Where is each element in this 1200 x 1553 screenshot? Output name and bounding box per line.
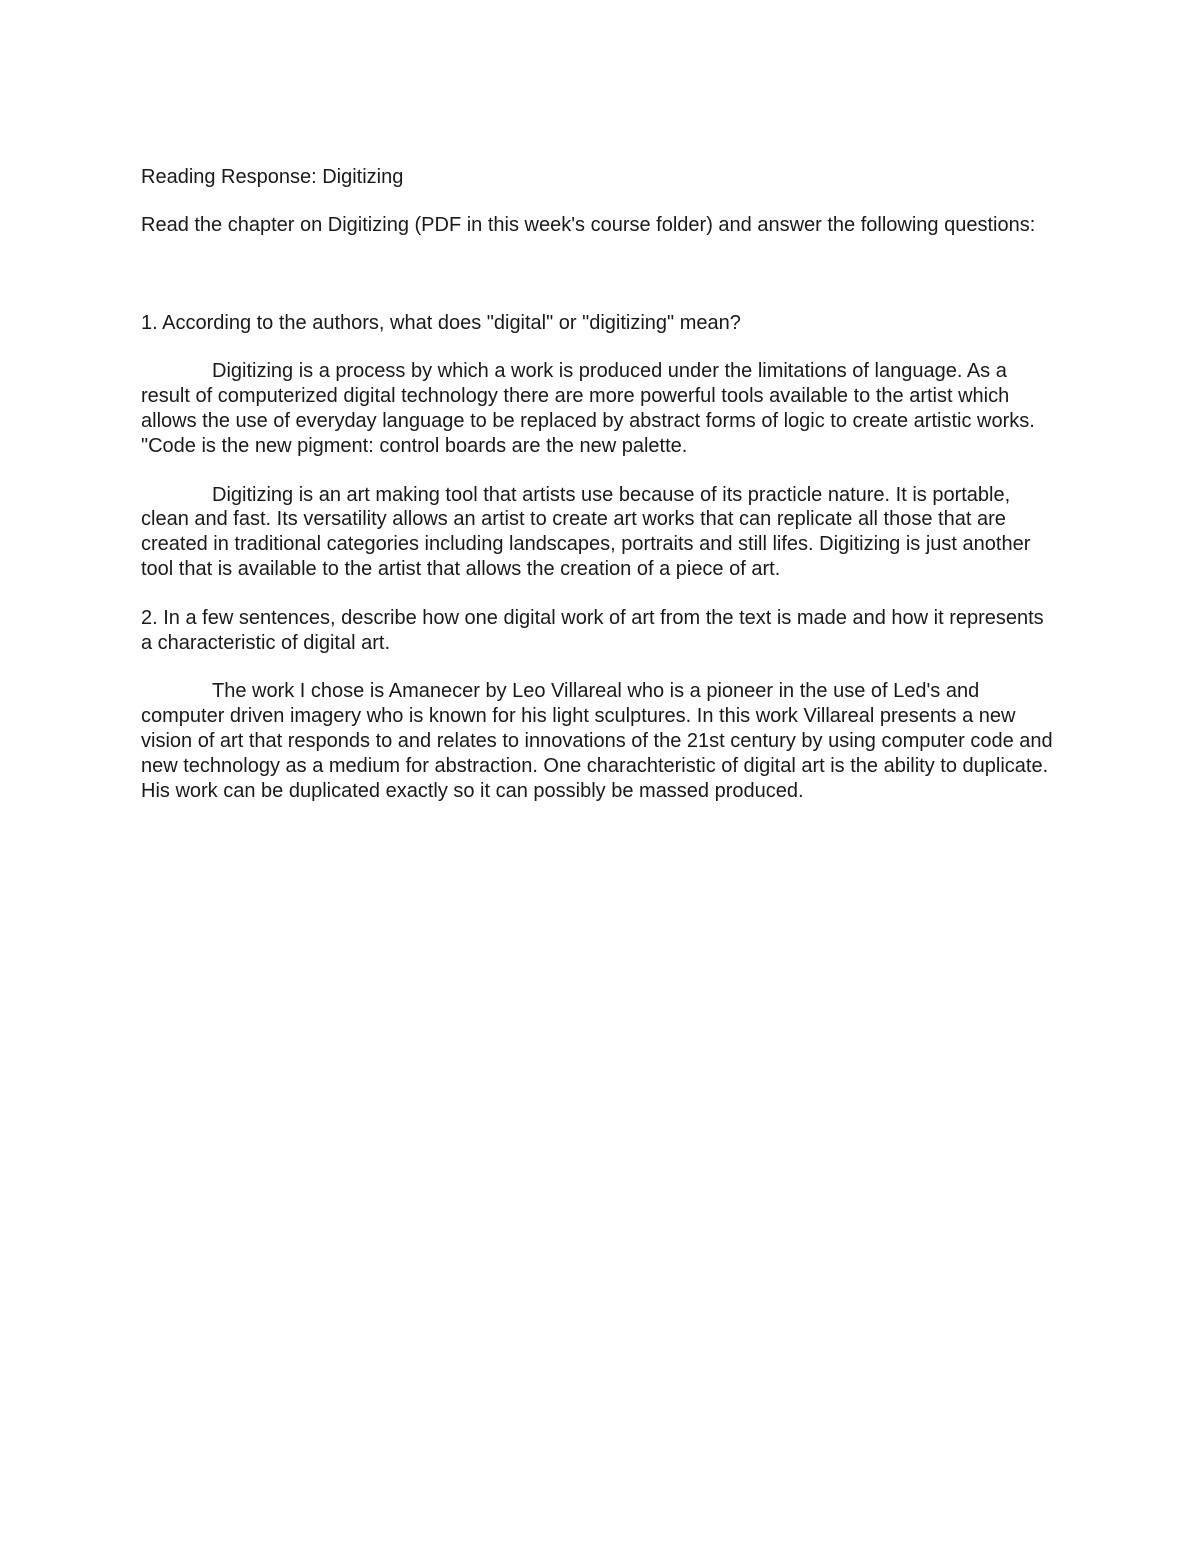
answer-1-paragraph-2: Digitizing is an art making tool that artists use because of its practicle nature. It is portable, clean and fast. Its versatility allows an artist to create art works that can replicate all those that are created in traditional categories including landscapes, portraits and still lifes. Digitizing is just another tool that is available to the artist that allows the creation of a piece of art. xyxy=(141,483,1031,580)
answer-2-paragraph-1: The work I chose is Amanecer by Leo Villareal who is a pioneer in the use of Led's and computer driven imagery who is known for his light sculptures. In this work Villareal presents a new vision of art that responds to and relates to innovations of the 21st century by using computer code and new technology as a medium for abstraction. One charachteristic of digital art is the ability to duplicate. His work can be duplicated exactly so it can possibly be massed produced. xyxy=(141,680,1053,802)
answer-1-paragraph-1: Digitizing is a process by which a work is produced under the limitations of language. As a result of computerized digital technology there are more powerful tools available to the artist which allows the use of everyday language to be replaced by abstract forms of logic to create artistic works. "Code is the new pigment: control boards are the new palette. xyxy=(141,360,1035,457)
document-title: Reading Response: Digitizing xyxy=(141,166,404,188)
document-body xyxy=(141,165,1056,827)
question-2: 2. In a few sentences, describe how one digital work of art from the text is made and how it represents a characteristic of digital art. xyxy=(141,606,1044,654)
question-1: 1. According to the authors, what does "digital" or "digitizing" mean? xyxy=(141,311,741,334)
intro-paragraph: Read the chapter on Digitizing (PDF in this week's course folder) and answer the following questions: xyxy=(141,213,1036,236)
